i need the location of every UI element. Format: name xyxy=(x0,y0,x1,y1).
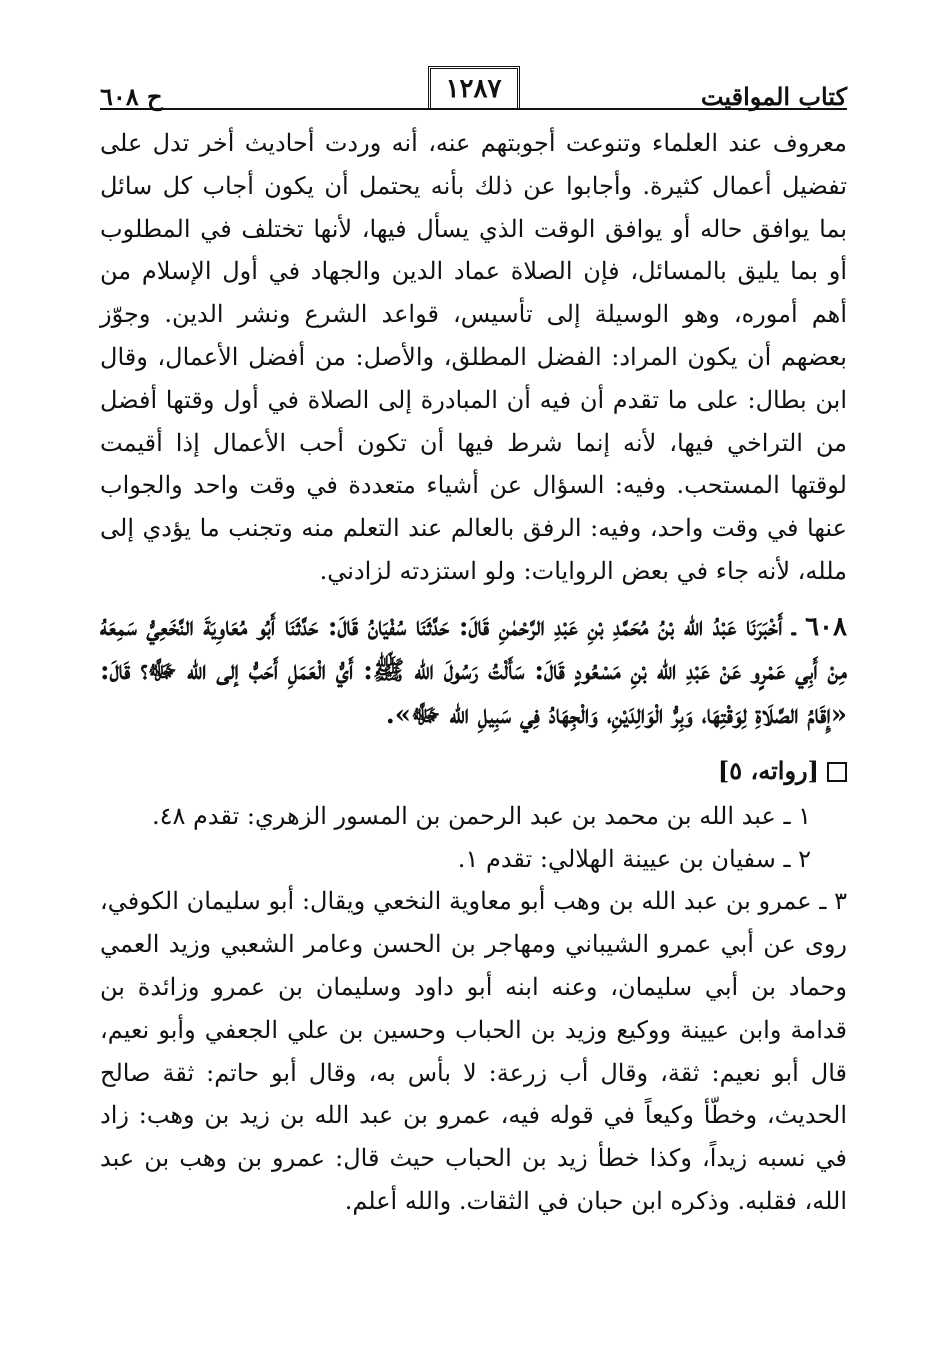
narrator-entry-3: ٣ ـ عمرو بن عبد الله بن وهب أبو معاوية النخعي ويقال: أبو سليمان الكوفي، روى عن أبي عمرو الشيباني ومهاجر بن الحسن وعامر الشعبي وزيد العمي وحماد بن أبي سليمان، وعنه ابنه أبو داود وسليمان بن عمرو وزائدة بن قدامة وابن عيينة ووكيع وزيد بن الحباب وحسين بن علي الجعفي وأبو نعيم، قال أبو نعيم: ثقة، وقال أب زرعة: لا بأس به، وقال أبو حاتم: ثقة صالح الحديث، وخطّأ وكيعاً في قوله فيه، عمرو بن عبد الله بن زيد بن وهب: زاد في نسبه زيداً، وكذا خطأ زيد بن الحباب حيث قال: عمرو بن وهب بن عبد الله، فقلبه. وذكره ابن حبان في الثقات. والله أعلم. xyxy=(100,887,847,1215)
page-header xyxy=(100,62,847,112)
checkbox-square-icon xyxy=(827,762,847,782)
hadith-text: ٦٠٨ ـ أَخْبَرَنَا عَبْدُ الله بْنُ مُحَمَّدِ بْنِ عَبْدِ الرَّحْمٰنِ قَالَ: حَدَّثَنَا سُفْيَانُ قَالَ: حَدَّثَنَا أَبُو مُعَاوِيَةَ النَّخَعِيُّ سَمِعَهُ مِنْ أَبِي عَمْرٍو عَنْ عَبْدِ الله بْنِ مَسْعُودٍ قَالَ: سَأَلْتُ رَسُولَ الله ﷺ: أَيُّ الْعَمَلِ أَحَبُّ إلى الله ﷻ؟ قَالَ: «إِقَامُ الصَّلَاةِ لِوَقْتِهَا، وَبِرُّ الْوَالِدَيْنِ، وَالْجِهَادُ فِي سَبِيلِ الله ﷻ». xyxy=(100,611,847,730)
narrator-entry-2: ٢ ـ سفيان بن عيينة الهلالي: تقدم ١. xyxy=(457,844,811,873)
narrators-heading-label: [رواته، ٥] xyxy=(717,755,819,785)
commentary-paragraph: معروف عند العلماء وتنوعت أجوبتهم عنه، أنه وردت أحاديث أخر تدل على تفضيل أعمال كثيرة. وأجابوا عن ذلك بأنه يحتمل أن يكون أجاب كل سائل بما يوافق حاله أو يوافق الوقت الذي يسأل فيها، لأنها تختلف في المطلوب أو بما يليق بالمسائل، فإن الصلاة عماد الدين والجهاد في أول الإسلام من أهم أموره، وهو الوسيلة إلى تأسيس، قواعد الشرع ونشر الدين. وجوّز بعضهم أن يكون المراد: الفضل المطلق، والأصل: من أفضل الأعمال، وقال ابن بطال: على ما تقدم أن فيه أن المبادرة إلى الصلاة في أول وقتها أفضل من التراخي فيها، لأنه إنما شرط فيها أن تكون أحب الأعمال إذا أقيمت لوقتها المستحب. وفيه: السؤال عن أشياء متعددة في وقت واحد والجواب عنها في وقت واحد، وفيه: الرفق بالعالم عند التعلم منه وتجنب ما يؤدي إلى ملله، لأنه جاء في بعض الروايات: ولو استزدته لزادني. xyxy=(100,129,847,585)
hadith-reference: ح ٦٠٨ xyxy=(100,82,163,111)
book-title: كتاب المواقيت xyxy=(700,82,847,111)
page-body xyxy=(100,122,847,1223)
narrators-heading xyxy=(100,751,847,791)
header-divider xyxy=(100,108,847,110)
narrator-entry-1: ١ ـ عبد الله بن محمد بن عبد الرحمن بن المسور الزهري: تقدم ٤٨. xyxy=(151,801,811,830)
page-number: ١٢٨٧ xyxy=(428,66,520,109)
